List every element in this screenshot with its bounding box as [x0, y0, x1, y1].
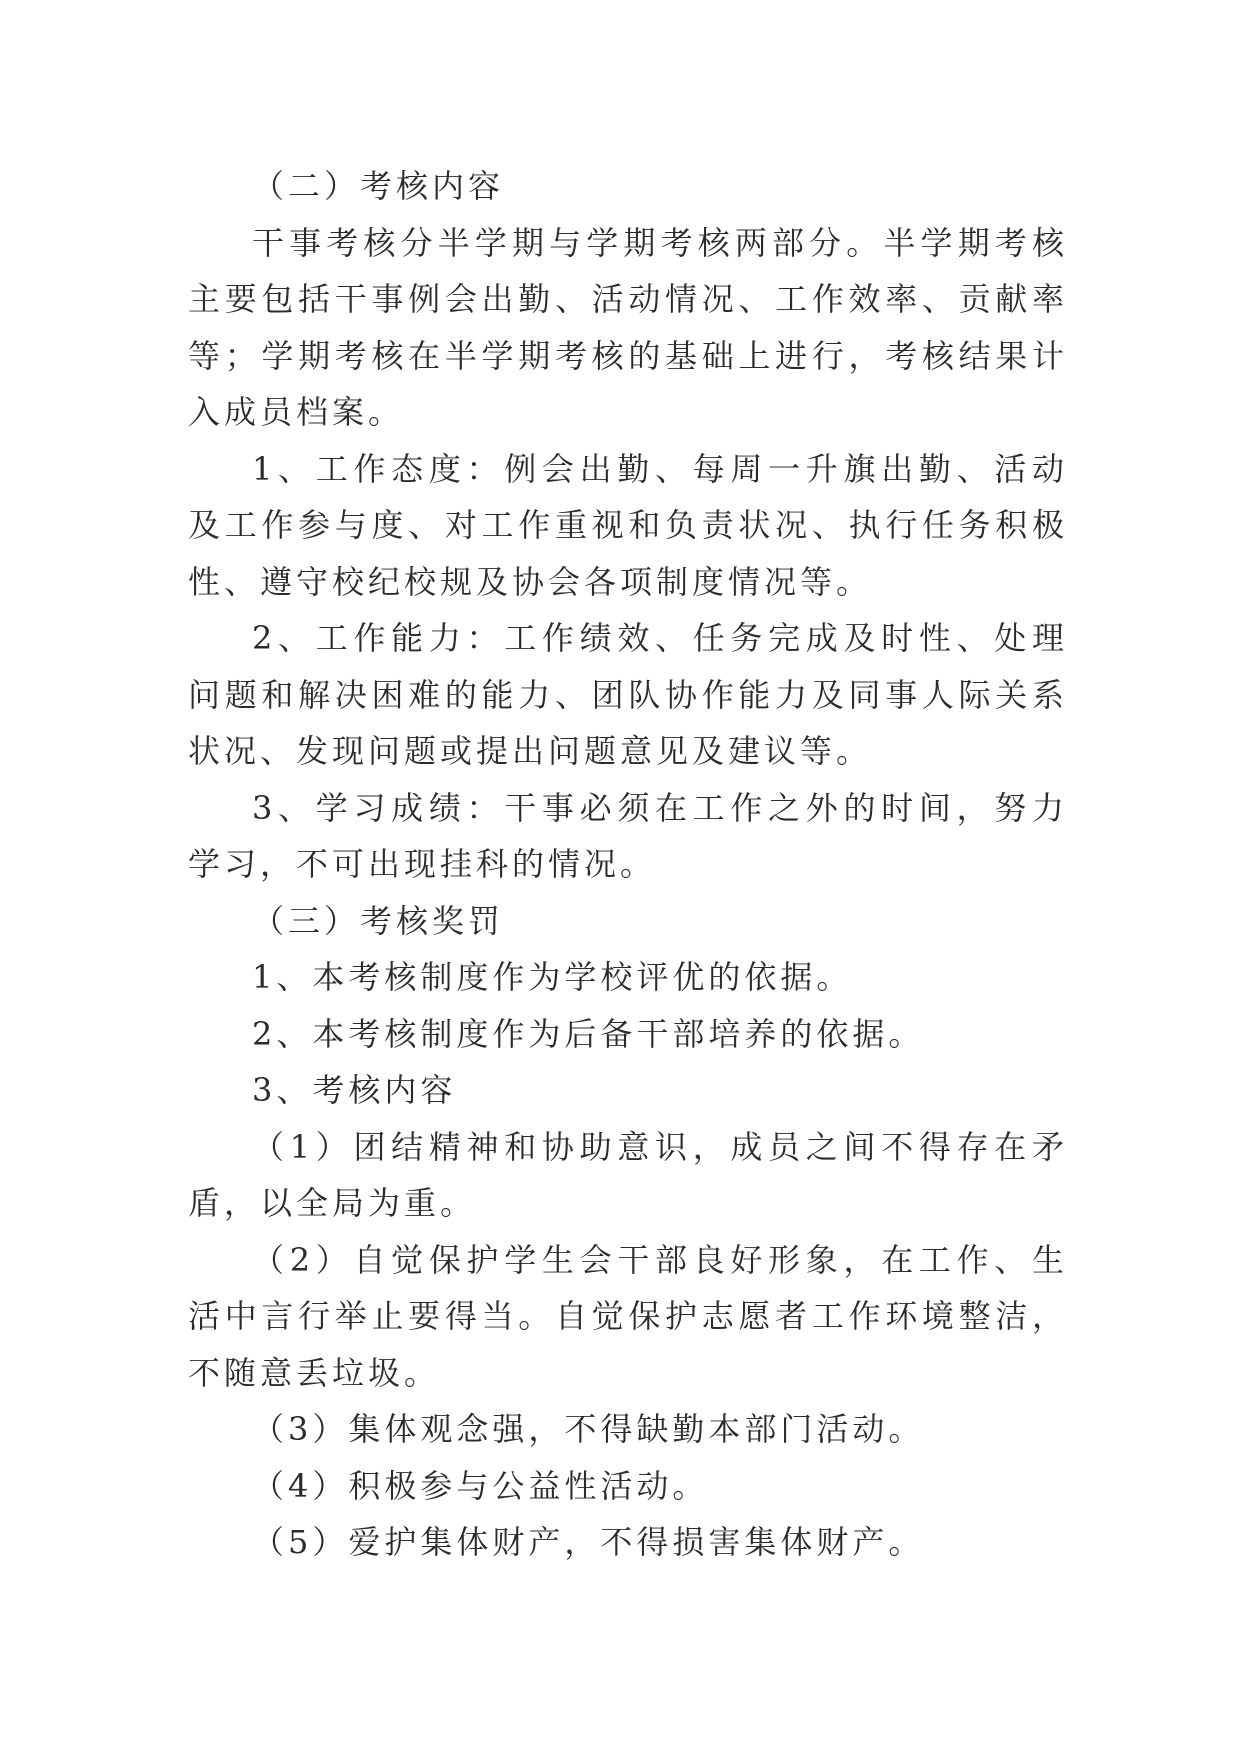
paragraph-sub-item-5: （5）爱护集体财产，不得损害集体财产。 — [252, 1523, 925, 1561]
paragraph-reward-basis-2: 2、本考核制度作为后备干部培养的依据。 — [252, 1014, 925, 1053]
document-body — [188, 158, 1068, 1571]
paragraph-sub-item-1: （1）团结精神和协助意识，成员之间不得存在矛盾，以全局为重。 — [188, 1127, 1068, 1222]
paragraph-academic-performance: 3、学习成绩：干事必须在工作之外的时间，努力学习，不可出现挂科的情况。 — [188, 788, 1068, 883]
paragraph-work-attitude: 1、工作态度：例会出勤、每周一升旗出勤、活动及工作参与度、对工作重视和负责状况、执行任务积极性、遵守校纪校规及协会各项制度情况等。 — [188, 449, 1068, 601]
section-heading-assessment-content: （二）考核内容 — [252, 167, 505, 205]
paragraph-sub-item-2: （2）自觉保护学生会干部良好形象，在工作、生活中言行举止要得当。自觉保护志愿者工作环境整洁，不随意丢垃圾。 — [188, 1240, 1068, 1392]
paragraph-sub-item-3: （3）集体观念强，不得缺勤本部门活动。 — [252, 1410, 925, 1448]
paragraph-assessment-intro: 干事考核分半学期与学期考核两部分。半学期考核主要包括干事例会出勤、活动情况、工作效率、贡献率等；学期考核在半学期考核的基础上进行，考核结果计入成员档案。 — [188, 223, 1068, 431]
paragraph-sub-item-4: （4）积极参与公益性活动。 — [252, 1466, 709, 1505]
paragraph-assessment-items: 3、考核内容 — [252, 1071, 457, 1109]
section-heading-rewards-penalties: （三）考核奖罚 — [252, 901, 505, 940]
paragraph-work-ability: 2、工作能力：工作绩效、任务完成及时性、处理问题和解决困难的能力、团队协作能力及同事人际关系状况、发现问题或提出问题意见及建议等。 — [188, 619, 1068, 770]
paragraph-reward-basis-1: 1、本考核制度作为学校评优的依据。 — [252, 958, 853, 996]
